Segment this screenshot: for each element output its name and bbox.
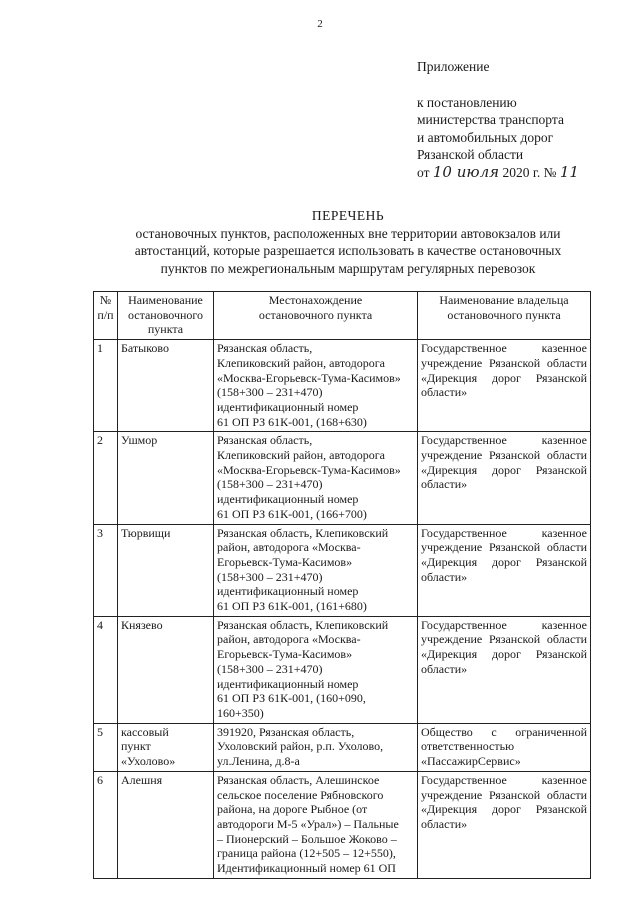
- document-heading: [108, 207, 588, 277]
- cell-name: Батыково: [118, 340, 214, 432]
- table-row: [94, 723, 591, 771]
- cell-name: Тюрвищи: [118, 524, 214, 616]
- cell-name: Князево: [118, 616, 214, 723]
- handwritten-number: 11: [559, 162, 579, 181]
- table-row: [94, 616, 591, 723]
- header-num: № п/п: [94, 292, 118, 340]
- cell-num: 1: [94, 340, 118, 432]
- cell-owner: Государственное казенное учреждение Рязанской области «Дирекция дорог Рязанской области»: [418, 340, 591, 432]
- appendix-line: к постановлению: [417, 94, 517, 110]
- cell-name: Алешня: [118, 771, 214, 878]
- appendix-date-line: [417, 164, 579, 182]
- cell-owner: Государственное казенное учреждение Рязанской области «Дирекция дорог Рязанской области»: [418, 771, 591, 878]
- cell-owner: Государственное казенное учреждение Рязанской области «Дирекция дорог Рязанской области»: [418, 524, 591, 616]
- cell-owner: Государственное казенное учреждение Рязанской области «Дирекция дорог Рязанской области»: [418, 432, 591, 524]
- cell-location: Рязанская область, Клепиковский район, автодорога «Москва- Егорьевск-Тума-Касимов» (158+300 – 231+470) идентификационный номер 61 ОП РЗ 61К-001, (160+090, 160+350): [214, 616, 418, 723]
- cell-num: 3: [94, 524, 118, 616]
- cell-location: 391920, Рязанская область, Ухоловский район, р.п. Ухолово, ул.Ленина, д.8-а: [214, 723, 418, 771]
- heading-subtitle-line: автостанций, которые разрешается использовать в качестве остановочных: [134, 243, 562, 258]
- page-number: 2: [317, 18, 323, 30]
- handwritten-date: 10 июля: [432, 162, 500, 181]
- heading-subtitle-line: остановочных пунктов, расположенных вне территории автовокзалов или: [135, 225, 561, 241]
- cell-location: Рязанская область, Алешинское сельское поселение Рябновского района, на дороге Рыбное (от автодороги М-5 «Урал») – Пальные – Пионерский – Большое Жоково – граница района (12+505 – 12+550), Идентификационный номер 61 ОП: [214, 771, 418, 878]
- header-owner: Наименование владельца остановочного пункта: [418, 292, 591, 340]
- cell-location: Рязанская область, Клепиковский район, автодорога «Москва-Егорьевск-Тума-Касимов» (158+300 – 231+470) идентификационный номер 61 ОП РЗ 61К-001, (166+700): [214, 432, 418, 524]
- cell-location: Рязанская область, Клепиковский район, автодорога «Москва-Егорьевск-Тума-Касимов» (158+300 – 231+470) идентификационный номер 61 ОП РЗ 61К-001, (168+630): [214, 340, 418, 432]
- table-row: [94, 340, 591, 432]
- cell-owner: Государственное казенное учреждение Рязанской области «Дирекция дорог Рязанской области»: [418, 616, 591, 723]
- appendix-title: Приложение: [417, 59, 490, 74]
- cell-num: 4: [94, 616, 118, 723]
- appendix-line: и автомобильных дорог: [417, 129, 554, 145]
- cell-location: Рязанская область, Клепиковский район, автодорога «Москва- Егорьевск-Тума-Касимов» (158+300 – 231+470) идентификационный номер 61 ОП РЗ 61К-001, (161+680): [214, 524, 418, 616]
- header-location: Местонахождение остановочного пункта: [214, 292, 418, 340]
- cell-name: Ушмор: [118, 432, 214, 524]
- cell-num: 5: [94, 723, 118, 771]
- cell-num: 2: [94, 432, 118, 524]
- table-row: [94, 524, 591, 616]
- date-year: 2020 г. №: [502, 164, 557, 180]
- appendix-line: министерства транспорта: [417, 112, 564, 127]
- cell-num: 6: [94, 771, 118, 878]
- stops-table: [93, 291, 591, 879]
- appendix-line: Рязанской области: [417, 147, 524, 162]
- table-row: [94, 432, 591, 524]
- table-row: [94, 771, 591, 878]
- table-header-row: [94, 292, 591, 340]
- cell-name: кассовый пункт «Ухолово»: [118, 723, 214, 771]
- header-name: Наименование остановочного пункта: [118, 292, 214, 340]
- heading-title: ПЕРЕЧЕНЬ: [311, 208, 385, 223]
- date-prefix: от: [417, 164, 430, 180]
- cell-owner: Общество с ограниченной ответственностью «ПассажирСервис»: [418, 723, 591, 771]
- heading-subtitle-line: пунктов по межрегиональным маршрутам регулярных перевозок: [160, 260, 536, 276]
- appendix-block: [417, 58, 579, 181]
